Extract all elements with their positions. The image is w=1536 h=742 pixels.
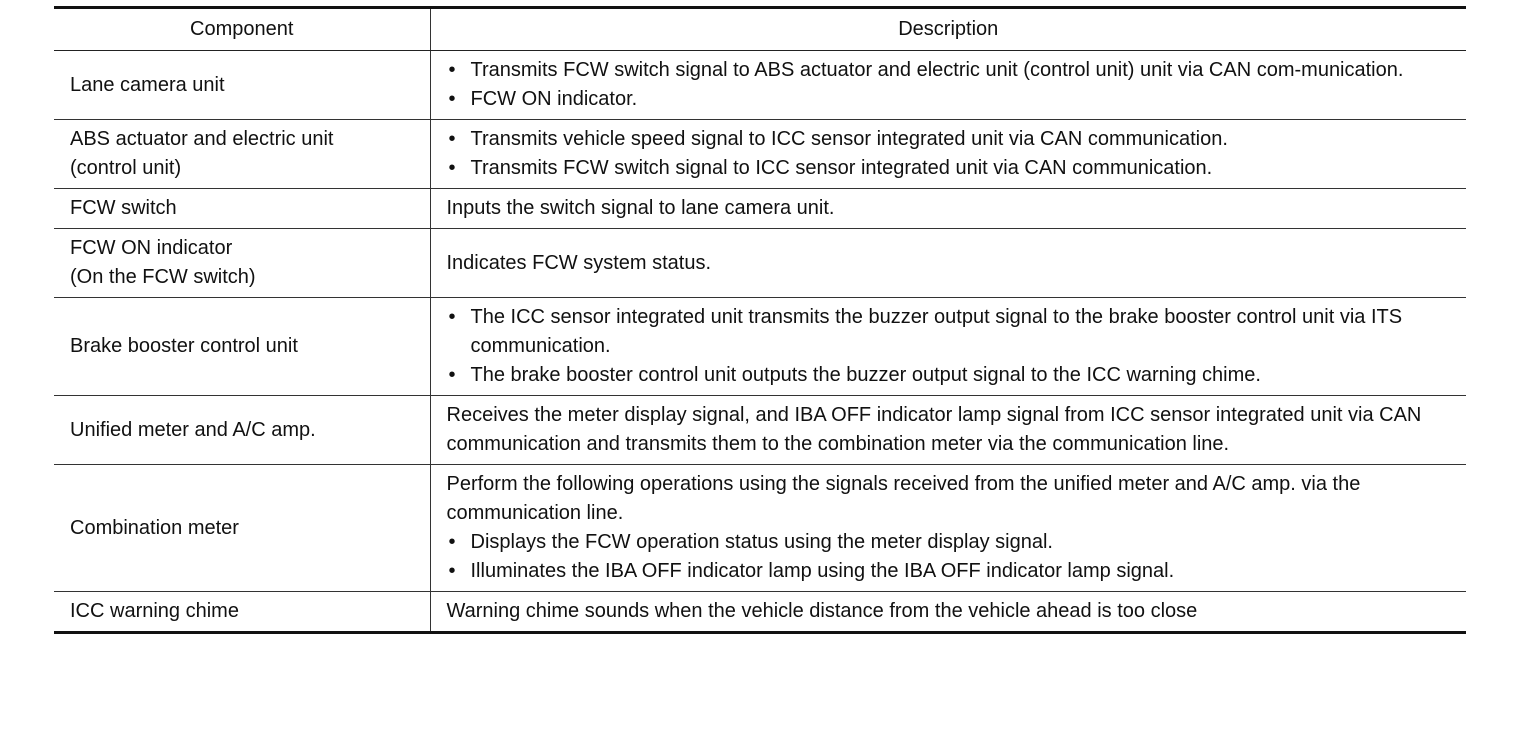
component-name-line: ABS actuator and electric unit: [70, 128, 334, 150]
component-cell: [54, 189, 430, 229]
component-column-header: Component: [54, 8, 430, 51]
component-cell: [54, 396, 430, 465]
table-row: [54, 229, 1466, 298]
component-name-line: Brake booster control unit: [70, 335, 298, 357]
bullet-item: • Illuminates the IBA OFF indicator lamp using the IBA OFF indicator lamp signal.: [447, 557, 1457, 586]
description-column-header: Description: [430, 8, 1466, 51]
description-cell: [430, 298, 1466, 396]
description-cell: [430, 120, 1466, 189]
description-cell: [430, 465, 1466, 592]
bullet-item: • Transmits FCW switch signal to ABS actuator and electric unit (control unit) unit via CAN com-munication.: [447, 56, 1457, 85]
component-name-line: (On the FCW switch): [70, 266, 256, 288]
component-cell: [54, 298, 430, 396]
component-name-line: Unified meter and A/C amp.: [70, 418, 316, 441]
bullet-list: [447, 56, 1457, 114]
component-cell: [54, 229, 430, 298]
bullet-item: • FCW ON indicator.: [447, 85, 1457, 114]
component-name-line: FCW switch: [70, 197, 177, 219]
bullet-item: • Displays the FCW operation status using the meter display signal.: [447, 528, 1457, 557]
bullet-item: • Transmits vehicle speed signal to ICC sensor integrated unit via CAN communication.: [447, 125, 1457, 154]
component-name-line: ICC warning chime: [70, 600, 239, 622]
bullet-item: • The brake booster control unit outputs the buzzer output signal to the ICC warning chime.: [447, 361, 1457, 390]
component-name-line: Combination meter: [70, 516, 239, 539]
component-cell: [54, 51, 430, 120]
bullet-item: • Transmits FCW switch signal to ICC sensor integrated unit via CAN communication.: [447, 154, 1457, 183]
component-cell: [54, 592, 430, 633]
description-cell: [430, 229, 1466, 298]
table-row: [54, 120, 1466, 189]
table-row: [54, 298, 1466, 396]
table-row: [54, 396, 1466, 465]
description-cell: [430, 396, 1466, 465]
description-text: Indicates FCW system status.: [446, 251, 712, 274]
component-name-line: (control unit): [70, 157, 182, 179]
description-text: Receives the meter display signal, and IBA OFF indicator lamp signal from ICC sensor integrated unit via CAN communication and transmits them to the combination meter via the communication line.: [446, 404, 1422, 455]
description-cell: [430, 189, 1466, 229]
description-cell: [430, 592, 1466, 633]
table-header-row: [54, 8, 1466, 51]
bullet-list: [447, 528, 1457, 586]
table-row: [54, 189, 1466, 229]
component-name-line: FCW ON indicator: [70, 237, 233, 259]
description-text: Perform the following operations using the signals received from the unified meter and A/C amp. via the communication line.: [446, 473, 1361, 524]
description-text: Warning chime sounds when the vehicle distance from the vehicle ahead is too close: [446, 600, 1198, 622]
component-cell: [54, 465, 430, 592]
table-row: [54, 51, 1466, 120]
bullet-list: [447, 303, 1457, 390]
bullet-list: [447, 125, 1457, 183]
bullet-item: • The ICC sensor integrated unit transmits the buzzer output signal to the brake booster control unit via ITS communication.: [447, 303, 1457, 361]
table-row: [54, 592, 1466, 633]
description-text: Inputs the switch signal to lane camera unit.: [446, 197, 835, 219]
table-row: [54, 465, 1466, 592]
description-cell: [430, 51, 1466, 120]
component-description-table: [54, 6, 1466, 634]
component-cell: [54, 120, 430, 189]
component-name-line: Lane camera unit: [70, 73, 225, 96]
